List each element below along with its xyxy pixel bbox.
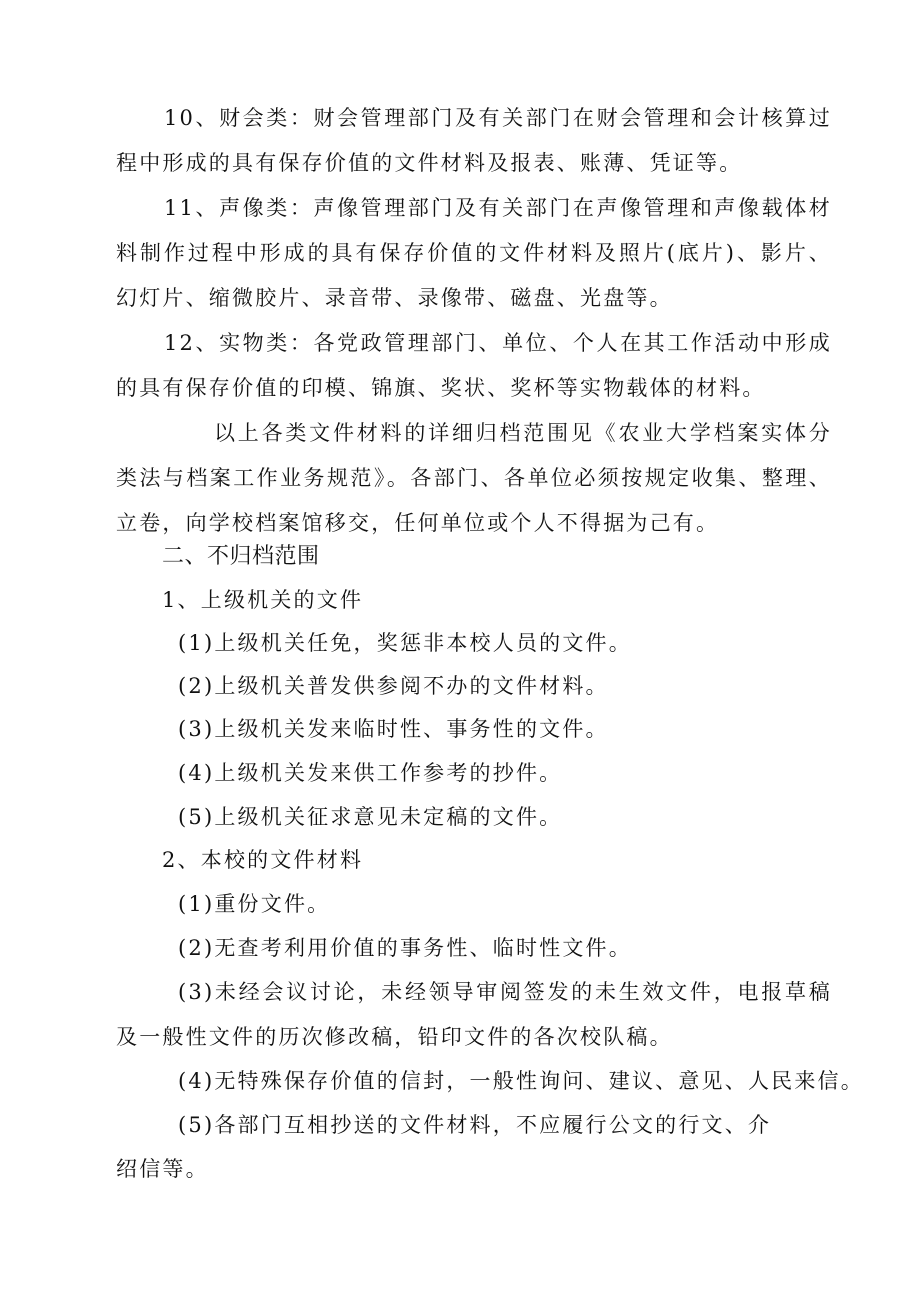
summary-paragraph: 以上各类文件材料的详细归档范围见《农业大学档案实体分类法与档案工作业务规范》。各部门、各单位必须按规定收集、整理、立卷，向学校档案馆移交，任何单位或个人不得据为己有。: [116, 421, 832, 535]
subsection-title-superior-docs: 1、上级机关的文件: [162, 588, 364, 612]
item-11-audiovisual: 11、声像类：声像管理部门及有关部门在声像管理和声像载体材料制作过程中形成的具有保存价值的文件材料及照片(底片)、影片、幻灯片、缩微胶片、录音带、录像带、磁盘、光盘等。: [116, 196, 832, 310]
list-item: (4)无特殊保存价值的信封，一般性询问、建议、意见、人民来信。: [178, 1069, 864, 1093]
list-item: (4)上级机关发来供工作参考的抄件。: [178, 761, 563, 785]
list-item: (5)上级机关征求意见未定稿的文件。: [178, 805, 563, 829]
list-item: (2)无查考利用价值的事务性、临时性文件。: [178, 936, 632, 960]
item-12-physical: 12、实物类：各党政管理部门、单位、个人在其工作活动中形成的具有保存价值的印模、锦旗、奖状、奖杯等实物载体的材料。: [116, 331, 832, 400]
section-heading-not-archived: 二、不归档范围: [162, 544, 320, 569]
list-item: (3)未经会议讨论，未经领导审阅签发的未生效文件，电报草稿及一般性文件的历次修改稿，铅印文件的各次校队稿。: [116, 980, 832, 1049]
list-item-continuation: 绍信等。: [116, 1157, 209, 1181]
list-item: (3)上级机关发来临时性、事务性的文件。: [178, 717, 609, 741]
subsection-title-school-docs: 2、本校的文件材料: [162, 848, 364, 872]
list-item: (5)各部门互相抄送的文件材料，不应履行公文的行文、介: [178, 1113, 772, 1137]
list-item: (1)上级机关任免，奖惩非本校人员的文件。: [178, 631, 632, 655]
list-item: (2)上级机关普发供参阅不办的文件材料。: [178, 674, 609, 698]
item-10-finance: 10、财会类：财会管理部门及有关部门在财会管理和会计核算过程中形成的具有保存价值的文件材料及报表、账薄、凭证等。: [116, 106, 832, 175]
list-item: (1)重份文件。: [178, 892, 331, 916]
